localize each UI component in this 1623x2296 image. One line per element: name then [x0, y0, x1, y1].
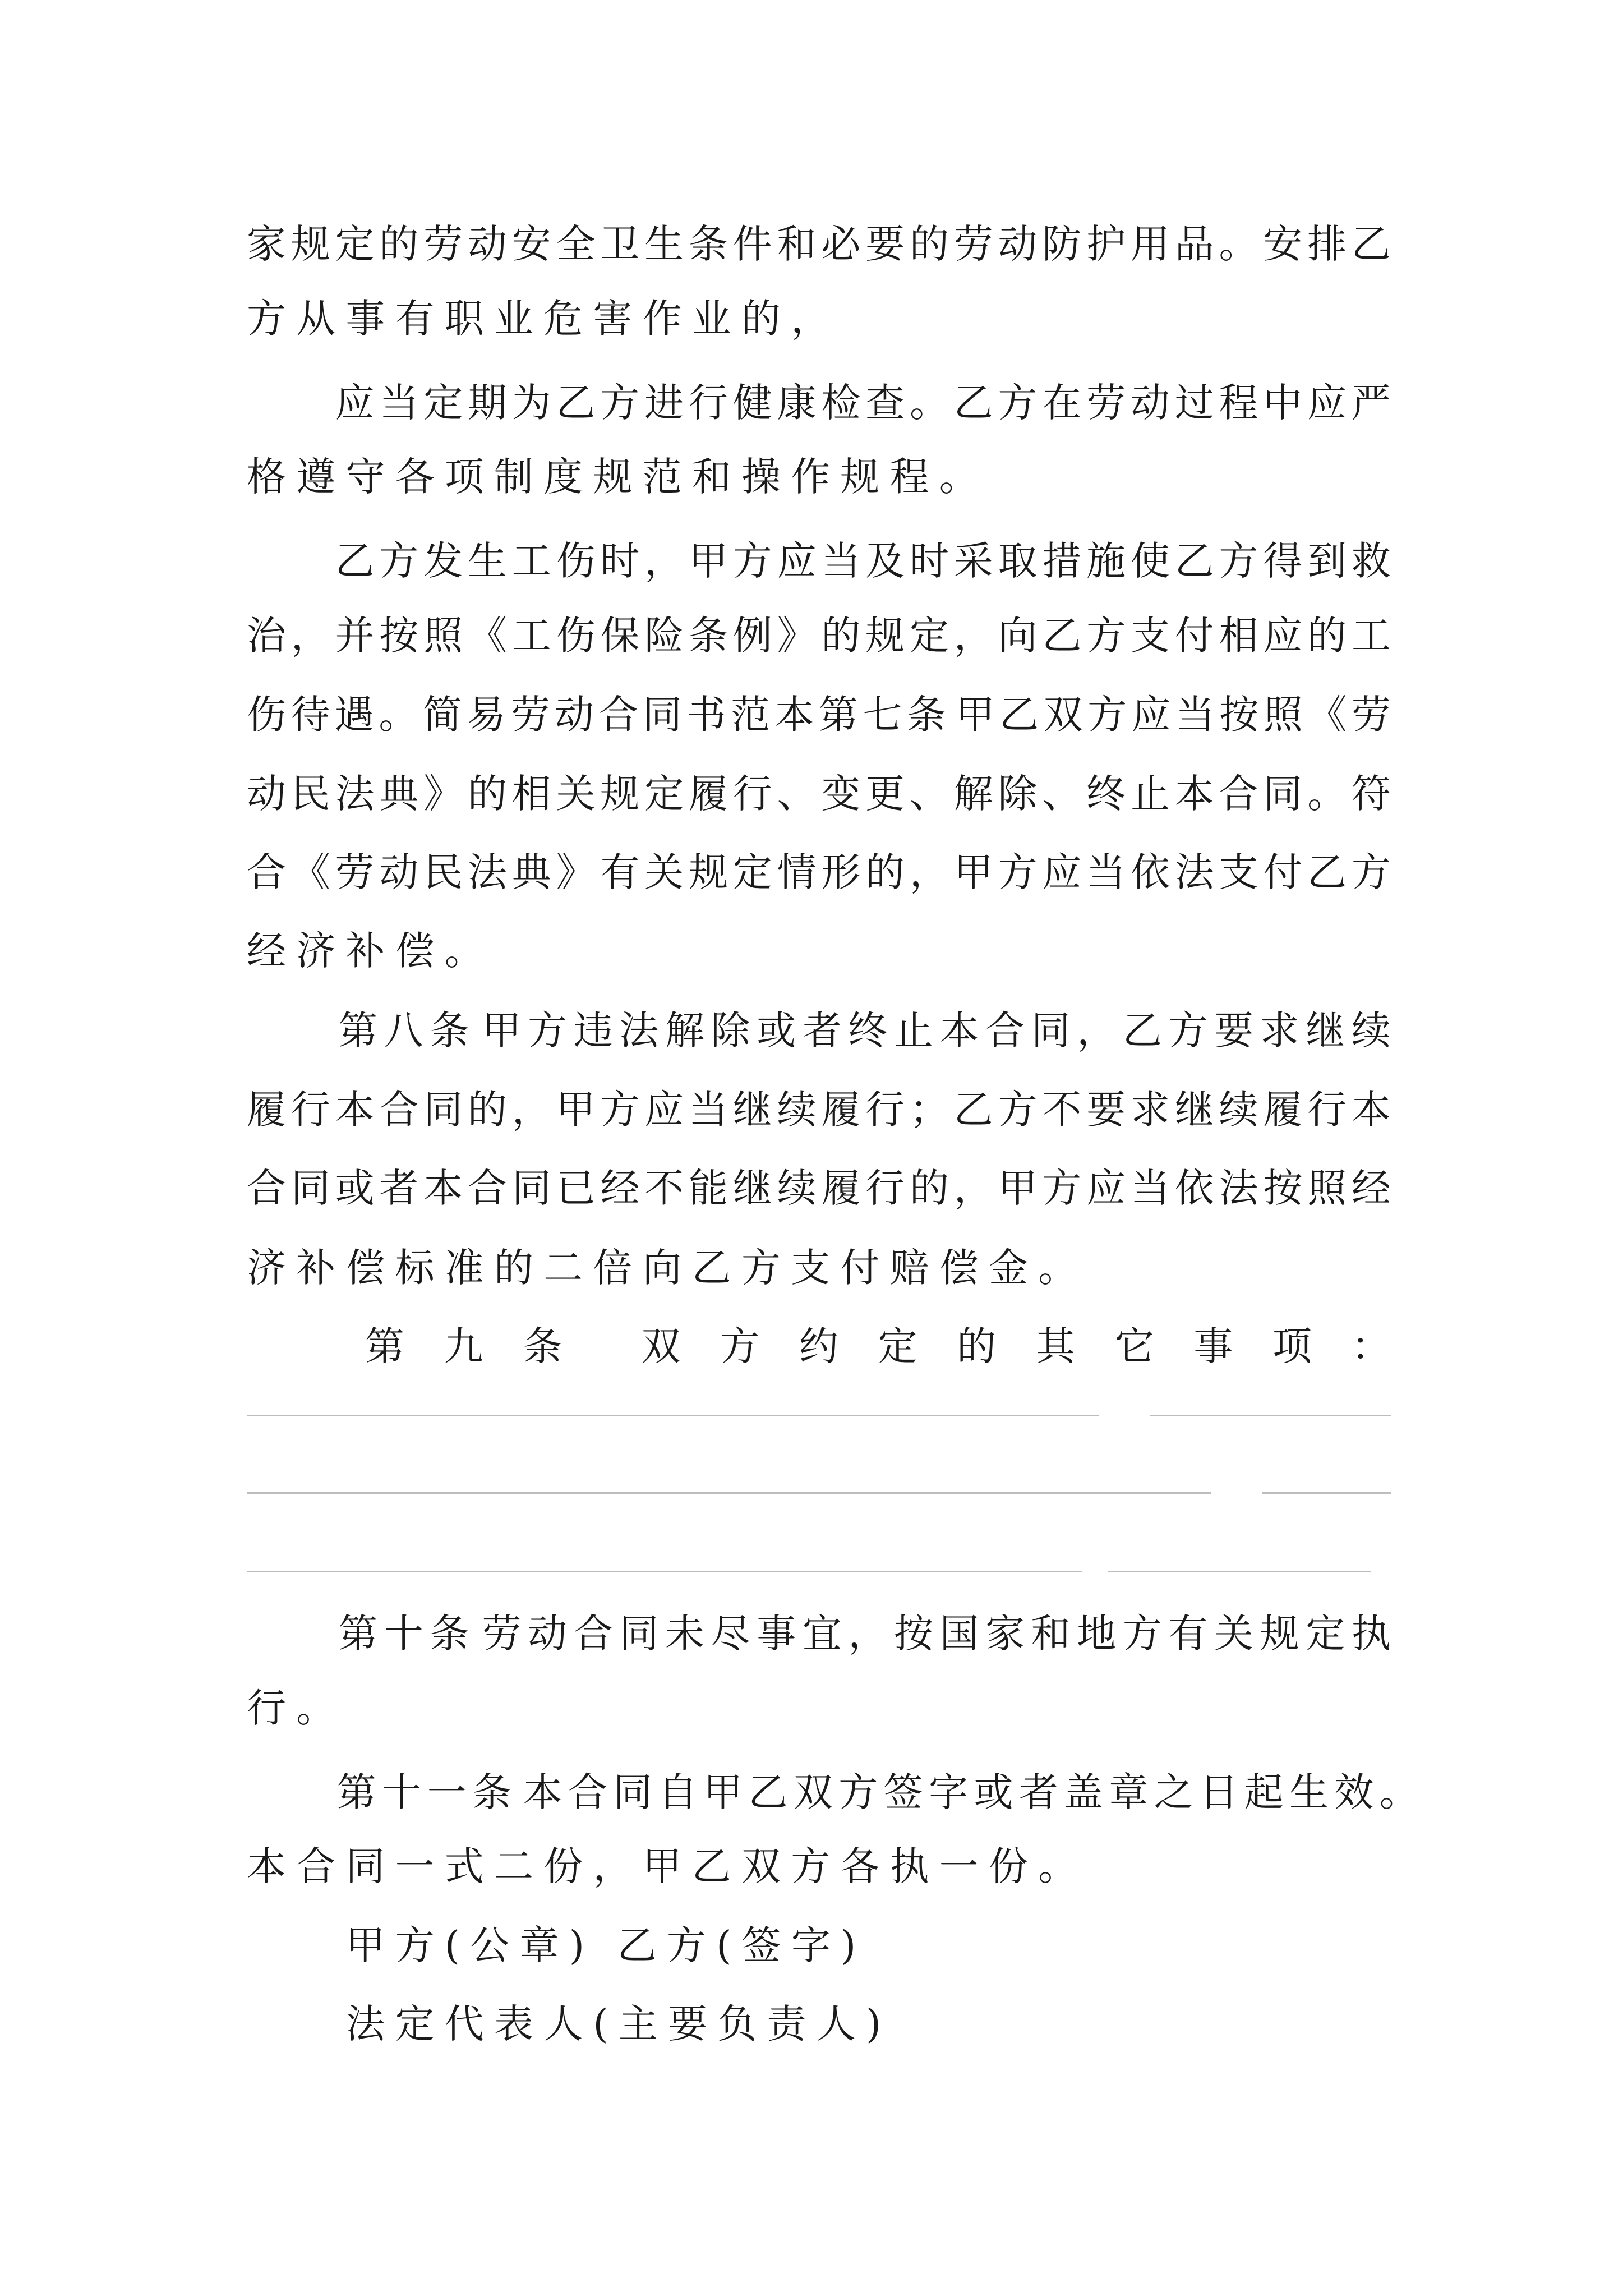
text-line: 动 民 法 典 》 的 相 关 规 定 履 行 、 变 更 、 解 除 、 终 止 本 合 同 。 符 [247, 771, 1391, 817]
text-line: 行。 [247, 1685, 346, 1731]
text-line: 应 当 定 期 为 乙 方 进 行 健 康 检 查 。 乙 方 在 劳 动 过 程 中 应 严 [335, 380, 1391, 426]
blank-underline [1108, 1571, 1371, 1572]
text-line: 甲方(公章) 乙方(签字) [247, 1922, 866, 1968]
blank-underline [247, 1571, 1082, 1572]
blank-underline [247, 1415, 1099, 1416]
text-line: 济补偿标准的二倍向乙方支付赔偿金。 [247, 1245, 1088, 1291]
text-line: 履 行 本 合 同 的 ， 甲 方 应 当 继 续 履 行 ； 乙 方 不 要 求 继 续 履 行 本 [247, 1087, 1391, 1133]
blank-underline [1262, 1492, 1391, 1494]
text-line: 经济补偿。 [247, 928, 494, 974]
blank-underline [1150, 1415, 1391, 1416]
text-line: 伤 待 遇 。 简 易 劳 动 合 同 书 范 本 第 七 条 甲 乙 双 方 应 当 按 照 《 劳 [247, 692, 1391, 738]
text-line: 第 九 条 双 方 约 定 的 其 它 事 项 ： [365, 1323, 1391, 1369]
text-line: 合 同 或 者 本 合 同 已 经 不 能 继 续 履 行 的 ， 甲 方 应 当 依 法 按 照 经 [247, 1165, 1391, 1211]
text-line: 第 八 条 甲 方 违 法 解 除 或 者 终 止 本 合 同 ， 乙 方 要 求 继 续 [338, 1007, 1391, 1053]
text-line: 合 《 劳 动 民 法 典 》 有 关 规 定 情 形 的 ， 甲 方 应 当 依 法 支 付 乙 方 [247, 849, 1391, 895]
text-line: 格遵守各项制度规范和操作规程。 [247, 454, 989, 500]
blank-underline [247, 1492, 1211, 1494]
text-line: 本合同一式二份，甲乙双方各执一份。 [247, 1843, 1088, 1889]
text-line: 乙 方 发 生 工 伤 时 ， 甲 方 应 当 及 时 采 取 措 施 使 乙 方 得 到 救 [335, 538, 1391, 584]
text-line: 法定代表人(主要负责人) [247, 2001, 892, 2047]
text-line: 治 ， 并 按 照 《 工 伤 保 险 条 例 》 的 规 定 ， 向 乙 方 支 付 相 应 的 工 [247, 613, 1391, 659]
text-line: 家 规 定 的 劳 动 安 全 卫 生 条 件 和 必 要 的 劳 动 防 护 用 品 。 安 排 乙 [247, 221, 1391, 267]
text-line: 第 十 条 劳 动 合 同 未 尽 事 宜 ， 按 国 家 和 地 方 有 关 规 定 执 [338, 1611, 1391, 1657]
text-line: 第 十 一 条 本 合 同 自 甲 乙 双 方 签 字 或 者 盖 章 之 日 起 生 效 。 [336, 1769, 1419, 1815]
text-line: 方从事有职业危害作业的， [247, 296, 841, 342]
